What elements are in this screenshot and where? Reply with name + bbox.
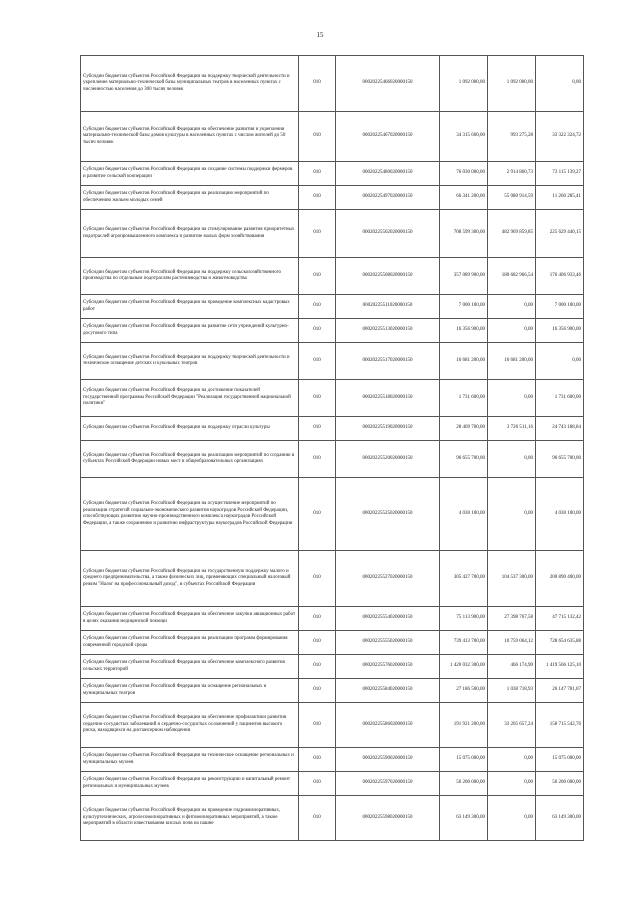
row-approved-cell: 66 341 200,00 xyxy=(440,186,488,210)
row-approved-cell: 1 092 000,00 xyxy=(440,56,488,112)
table-row xyxy=(81,417,584,441)
row-code-cell: 010 xyxy=(299,112,336,162)
row-name-cell: Субсидии бюджетам субъектов Российской Федерации на поддержку творческой деятельности и укрепление материально-технической базы муниципальных театров в населенных пунктах с численностью населения до 300 тысяч человек xyxy=(81,56,299,112)
row-approved-cell: 708 599 300,00 xyxy=(440,210,488,258)
row-approved-cell: 15 075 000,00 xyxy=(440,748,488,772)
row-executed-cell: 466 174,90 xyxy=(488,655,536,679)
row-executed-cell: 0,00 xyxy=(488,295,536,319)
row-name-cell: Субсидии бюджетам субъектов Российской Федерации на реализацию мероприятий по созданию в субъектах Российской Федерации новых мест в общеобразовательных организациях xyxy=(81,441,299,478)
row-kbk-cell: 00020225554020000150 xyxy=(336,607,440,631)
row-remaining-cell: 26 147 781,07 xyxy=(536,679,584,703)
row-code-cell: 010 xyxy=(299,56,336,112)
row-remaining-cell: 50 200 000,00 xyxy=(536,772,584,796)
table-row xyxy=(81,441,584,478)
row-kbk-cell: 00020225584020000150 xyxy=(336,679,440,703)
row-kbk-cell: 00020225586020000150 xyxy=(336,703,440,748)
row-code-cell: 010 xyxy=(299,162,336,186)
row-code-cell: 010 xyxy=(299,210,336,258)
row-name-cell: Субсидии бюджетам субъектов Российской Федерации на государственную поддержку малого и среднего предпринимательства, а также физических лиц, применяющих специальный налоговый режим "Налог на профессиональный доход", в субъектах Российской Федерации xyxy=(81,551,299,607)
row-executed-cell: 0,00 xyxy=(488,478,536,551)
row-executed-cell: 180 682 966,54 xyxy=(488,258,536,295)
row-remaining-cell: 11 260 285,41 xyxy=(536,186,584,210)
table-row xyxy=(81,186,584,210)
table-row xyxy=(81,258,584,295)
row-remaining-cell: 47 715 132,42 xyxy=(536,607,584,631)
row-remaining-cell: 96 655 700,00 xyxy=(536,441,584,478)
row-approved-cell: 1 420 032 300,00 xyxy=(440,655,488,679)
row-executed-cell: 993 275,28 xyxy=(488,112,536,162)
row-approved-cell: 4 030 100,00 xyxy=(440,478,488,551)
row-name-cell: Субсидии бюджетам субъектов Российской Федерации на поддержку сельскохозяйственного производства по отдельным подотраслям растениеводства и животноводства xyxy=(81,258,299,295)
row-name-cell: Субсидии бюджетам субъектов Российской Федерации на обеспечение профилактики развития сердечно-сосудистых заболеваний и сердечно-сосудистых осложнений у пациентов высокого риска, находящихся на диспансерном наблюдении xyxy=(81,703,299,748)
row-kbk-cell: 00020225518020000150 xyxy=(336,380,440,417)
row-name-cell: Субсидии бюджетам субъектов Российской Федерации на развитие сети учреждений культурно-досугового типа xyxy=(81,319,299,343)
row-code-cell: 010 xyxy=(299,703,336,748)
row-remaining-cell: 73 115 139,27 xyxy=(536,162,584,186)
table-row xyxy=(81,319,584,343)
row-approved-cell: 1 731 600,00 xyxy=(440,380,488,417)
row-code-cell: 010 xyxy=(299,319,336,343)
row-approved-cell: 305 427 700,00 xyxy=(440,551,488,607)
row-code-cell: 010 xyxy=(299,343,336,380)
row-kbk-cell: 00020225598020000150 xyxy=(336,796,440,841)
row-kbk-cell: 00020225590020000150 xyxy=(336,748,440,772)
row-kbk-cell: 00020225508020000150 xyxy=(336,258,440,295)
table-row xyxy=(81,703,584,748)
row-kbk-cell: 00020225597020000150 xyxy=(336,772,440,796)
row-remaining-cell: 0,00 xyxy=(536,56,584,112)
table-row xyxy=(81,162,584,186)
row-approved-cell: 28 469 700,00 xyxy=(440,417,488,441)
table-row xyxy=(81,210,584,258)
table-row xyxy=(81,607,584,631)
row-kbk-cell: 00020225467020000150 xyxy=(336,112,440,162)
row-code-cell: 010 xyxy=(299,772,336,796)
table-row xyxy=(81,380,584,417)
row-approved-cell: 16 356 900,00 xyxy=(440,319,488,343)
row-remaining-cell: 200 890 400,00 xyxy=(536,551,584,607)
row-approved-cell: 34 315 600,00 xyxy=(440,112,488,162)
row-kbk-cell: 00020225576020000150 xyxy=(336,655,440,679)
row-remaining-cell: 15 075 000,00 xyxy=(536,748,584,772)
row-approved-cell: 50 200 000,00 xyxy=(440,772,488,796)
row-code-cell: 010 xyxy=(299,295,336,319)
row-kbk-cell: 00020225513020000150 xyxy=(336,319,440,343)
row-name-cell: Субсидии бюджетам субъектов Российской Федерации на оснащение региональных и муниципальных театров xyxy=(81,679,299,703)
row-approved-cell: 16 681 200,00 xyxy=(440,343,488,380)
row-kbk-cell: 00020225519020000150 xyxy=(336,417,440,441)
row-code-cell: 010 xyxy=(299,655,336,679)
row-executed-cell: 3 726 511,16 xyxy=(488,417,536,441)
report-table xyxy=(80,55,584,841)
table-row xyxy=(81,679,584,703)
row-executed-cell: 0,00 xyxy=(488,772,536,796)
row-name-cell: Субсидии бюджетам субъектов Российской Федерации на поддержку отрасли культуры xyxy=(81,417,299,441)
table-row xyxy=(81,655,584,679)
row-approved-cell: 357 089 900,00 xyxy=(440,258,488,295)
row-code-cell: 010 xyxy=(299,679,336,703)
row-kbk-cell: 00020225511020000150 xyxy=(336,295,440,319)
row-code-cell: 010 xyxy=(299,631,336,655)
row-kbk-cell: 00020225480020000150 xyxy=(336,162,440,186)
table-row xyxy=(81,112,584,162)
row-remaining-cell: 176 406 933,46 xyxy=(536,258,584,295)
table-row xyxy=(81,56,584,112)
row-kbk-cell: 00020225466020000150 xyxy=(336,56,440,112)
row-name-cell: Субсидии бюджетам субъектов Российской Федерации на создание системы поддержки фермеров и развитие сельской кооперации xyxy=(81,162,299,186)
table-row xyxy=(81,478,584,551)
row-code-cell: 010 xyxy=(299,441,336,478)
row-executed-cell: 0,00 xyxy=(488,380,536,417)
row-approved-cell: 76 030 000,00 xyxy=(440,162,488,186)
row-name-cell: Субсидии бюджетам субъектов Российской Федерации на поддержку творческой деятельности и техническое оснащение детских и кукольных театров xyxy=(81,343,299,380)
row-kbk-cell: 00020225525020000150 xyxy=(336,478,440,551)
row-code-cell: 010 xyxy=(299,551,336,607)
row-code-cell: 010 xyxy=(299,478,336,551)
row-code-cell: 010 xyxy=(299,380,336,417)
row-remaining-cell: 7 000 100,00 xyxy=(536,295,584,319)
row-approved-cell: 739 413 700,00 xyxy=(440,631,488,655)
row-remaining-cell: 63 149 300,00 xyxy=(536,796,584,841)
table-row xyxy=(81,748,584,772)
row-code-cell: 010 xyxy=(299,796,336,841)
row-name-cell: Субсидии бюджетам субъектов Российской Федерации на реализацию мероприятий по обеспечению жильем молодых семей xyxy=(81,186,299,210)
row-executed-cell: 2 914 860,73 xyxy=(488,162,536,186)
table-row xyxy=(81,551,584,607)
row-executed-cell: 0,00 xyxy=(488,748,536,772)
row-executed-cell: 482 969 859,85 xyxy=(488,210,536,258)
row-name-cell: Субсидии бюджетам субъектов Российской Федерации на проведение гидромелиоративных, культуртехнических, агролесомелиоративных и фитомелиоративных мероприятий, а также мероприятий в области известкования кислых почв на пашне xyxy=(81,796,299,841)
row-name-cell: Субсидии бюджетам субъектов Российской Федерации на обеспечение комплексного развития сельских территорий xyxy=(81,655,299,679)
row-executed-cell: 16 681 200,00 xyxy=(488,343,536,380)
row-remaining-cell: 4 030 100,00 xyxy=(536,478,584,551)
row-remaining-cell: 158 715 542,76 xyxy=(536,703,584,748)
row-name-cell: Субсидии бюджетам субъектов Российской Федерации на обеспечение развития и укрепления материально-технической базы домов культуры в населенных пунктах с числом жителей до 50 тысяч человек xyxy=(81,112,299,162)
row-code-cell: 010 xyxy=(299,417,336,441)
row-remaining-cell: 33 322 324,72 xyxy=(536,112,584,162)
row-name-cell: Субсидии бюджетам субъектов Российской Федерации на стимулирование развития приоритетных подотраслей агропромышленного комплекса и развитие малых форм хозяйствования xyxy=(81,210,299,258)
row-remaining-cell: 728 654 635,88 xyxy=(536,631,584,655)
row-executed-cell: 33 205 657,24 xyxy=(488,703,536,748)
row-remaining-cell: 225 629 440,15 xyxy=(536,210,584,258)
table-row xyxy=(81,796,584,841)
row-executed-cell: 55 080 914,59 xyxy=(488,186,536,210)
row-approved-cell: 191 921 200,00 xyxy=(440,703,488,748)
row-kbk-cell: 00020225555020000150 xyxy=(336,631,440,655)
row-approved-cell: 63 149 300,00 xyxy=(440,796,488,841)
row-name-cell: Субсидии бюджетам субъектов Российской Федерации на реконструкцию и капитальный ремонт региональных и муниципальных музеев xyxy=(81,772,299,796)
row-code-cell: 010 xyxy=(299,607,336,631)
row-executed-cell: 1 038 718,93 xyxy=(488,679,536,703)
row-approved-cell: 75 113 900,00 xyxy=(440,607,488,631)
table-row xyxy=(81,772,584,796)
row-name-cell: Субсидии бюджетам субъектов Российской Федерации на проведение комплексных кадастровых работ xyxy=(81,295,299,319)
table-row xyxy=(81,295,584,319)
row-remaining-cell: 1 731 600,00 xyxy=(536,380,584,417)
row-executed-cell: 1 092 000,00 xyxy=(488,56,536,112)
row-kbk-cell: 00020225520020000150 xyxy=(336,441,440,478)
row-executed-cell: 0,00 xyxy=(488,796,536,841)
row-approved-cell: 96 655 700,00 xyxy=(440,441,488,478)
row-code-cell: 010 xyxy=(299,258,336,295)
row-executed-cell: 0,00 xyxy=(488,319,536,343)
table-row xyxy=(81,631,584,655)
row-name-cell: Субсидии бюджетам субъектов Российской Федерации на обеспечение закупки авиационных работ в целях оказания медицинской помощи xyxy=(81,607,299,631)
row-code-cell: 010 xyxy=(299,186,336,210)
row-kbk-cell: 00020225517020000150 xyxy=(336,343,440,380)
row-name-cell: Субсидии бюджетам субъектов Российской Федерации на реализацию программ формирования современной городской среды xyxy=(81,631,299,655)
page-number: 15 xyxy=(316,31,324,39)
row-remaining-cell: 16 356 900,00 xyxy=(536,319,584,343)
row-executed-cell: 104 537 300,00 xyxy=(488,551,536,607)
row-executed-cell: 10 759 064,12 xyxy=(488,631,536,655)
row-remaining-cell: 24 743 188,84 xyxy=(536,417,584,441)
table-row xyxy=(81,343,584,380)
row-executed-cell: 27 398 767,58 xyxy=(488,607,536,631)
row-kbk-cell: 00020225497020000150 xyxy=(336,186,440,210)
row-approved-cell: 7 000 100,00 xyxy=(440,295,488,319)
row-kbk-cell: 00020225527020000150 xyxy=(336,551,440,607)
row-approved-cell: 27 186 500,00 xyxy=(440,679,488,703)
row-code-cell: 010 xyxy=(299,748,336,772)
row-name-cell: Субсидии бюджетам субъектов Российской Федерации на техническое оснащение региональных и муниципальных музеев xyxy=(81,748,299,772)
row-executed-cell: 0,00 xyxy=(488,441,536,478)
row-remaining-cell: 1 419 566 125,10 xyxy=(536,655,584,679)
row-remaining-cell: 0,00 xyxy=(536,343,584,380)
row-kbk-cell: 00020225502020000150 xyxy=(336,210,440,258)
row-name-cell: Субсидии бюджетам субъектов Российской Федерации на осуществление мероприятий по реализации стратегий социально-экономического развития наукоградов Российской Федерации, способствующих развитию научно-производственного комплекса наукоградов Российской Федерации, а также сохранению и развитию инфраструктуры наукоградов Российской Федерации xyxy=(81,478,299,551)
row-name-cell: Субсидии бюджетам субъектов Российской Федерации на достижение показателей государственной программы Российской Федерации "Реализация государственной национальной политики" xyxy=(81,380,299,417)
